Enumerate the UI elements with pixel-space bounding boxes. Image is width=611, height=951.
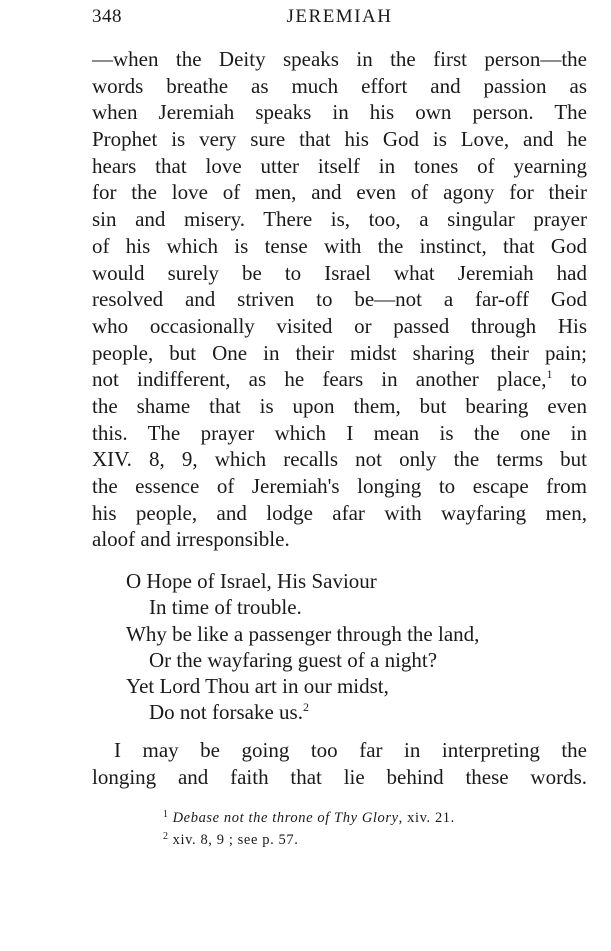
poem-line-text: Do not forsake us. bbox=[149, 700, 303, 725]
text-line: of his which is tense with the instinct, that God bbox=[92, 233, 587, 258]
text-line: longing and faith that lie behind these words. bbox=[92, 764, 587, 789]
text-line: aloof and irresponsible. bbox=[92, 527, 290, 552]
footnote-ref-1[interactable]: 1 bbox=[546, 367, 553, 382]
footnote-ref-2[interactable]: 2 bbox=[302, 700, 309, 715]
text-line: resolved and striven to be—not a far-off God bbox=[92, 287, 587, 312]
running-title: JEREMIAH bbox=[286, 6, 393, 27]
text-line: people, but One in their midst sharing their pain; bbox=[92, 340, 587, 365]
running-head bbox=[92, 6, 587, 34]
footnote-1 bbox=[163, 807, 455, 829]
poem-line: O Hope of Israel, His Saviour bbox=[126, 569, 377, 593]
footnote-mark: 2 bbox=[163, 831, 169, 842]
text-line: for the love of men, and even of agony for their bbox=[92, 180, 587, 205]
main-paragraph bbox=[92, 46, 587, 553]
poem-line: Or the wayfaring guest of a night? bbox=[149, 647, 438, 672]
text-line: XIV. 8, 9, which recalls not only the terms but bbox=[92, 447, 587, 472]
text-line: words breathe as much effort and passion as bbox=[92, 73, 587, 98]
text-line: the essence of Jeremiah's longing to escape from bbox=[92, 474, 587, 498]
poem-line: Yet Lord Thou art in our midst, bbox=[126, 674, 389, 699]
continuation-paragraph bbox=[92, 737, 587, 790]
poem-line-with-note bbox=[126, 699, 479, 725]
text-line: his people, and lodge afar with wayfaring men, bbox=[92, 500, 587, 525]
text-line: I may be going too far in interpreting the bbox=[114, 738, 587, 762]
footnote-mark: 1 bbox=[163, 809, 169, 820]
line-text: not indifferent, as he fears in another place, bbox=[92, 367, 547, 392]
footnote-text: , xiv. 21. bbox=[398, 810, 455, 826]
text-line: sin and misery. There is, too, a singular prayer bbox=[92, 207, 587, 232]
text-line: would surely be to Israel what Jeremiah had bbox=[92, 260, 587, 285]
poem-line: In time of trouble. bbox=[149, 595, 302, 620]
text-line: hears that love utter itself in tones of yearning bbox=[92, 153, 587, 178]
footnote-citation-title: Debase not the throne of Thy Glory bbox=[172, 810, 399, 826]
page-number: 348 bbox=[92, 6, 122, 27]
quoted-prayer bbox=[126, 568, 479, 726]
footnotes bbox=[163, 807, 455, 851]
footnote-text: xiv. 8, 9 ; see p. 57. bbox=[172, 832, 299, 848]
text-line: who occasionally visited or passed through His bbox=[92, 313, 587, 338]
text-line: —when the Deity speaks in the first person—the bbox=[92, 47, 587, 71]
text-line-with-note bbox=[92, 366, 587, 393]
line-tail: to bbox=[552, 367, 587, 392]
text-line: when Jeremiah speaks in his own person. The bbox=[92, 100, 587, 125]
text-line: Prophet is very sure that his God is Love, and he bbox=[92, 127, 587, 152]
footnote-2 bbox=[163, 829, 455, 851]
poem-line: Why be like a passenger through the land, bbox=[126, 621, 480, 646]
text-line: this. The prayer which I mean is the one in bbox=[92, 420, 587, 445]
text-line: the shame that is upon them, but bearing even bbox=[92, 393, 587, 418]
